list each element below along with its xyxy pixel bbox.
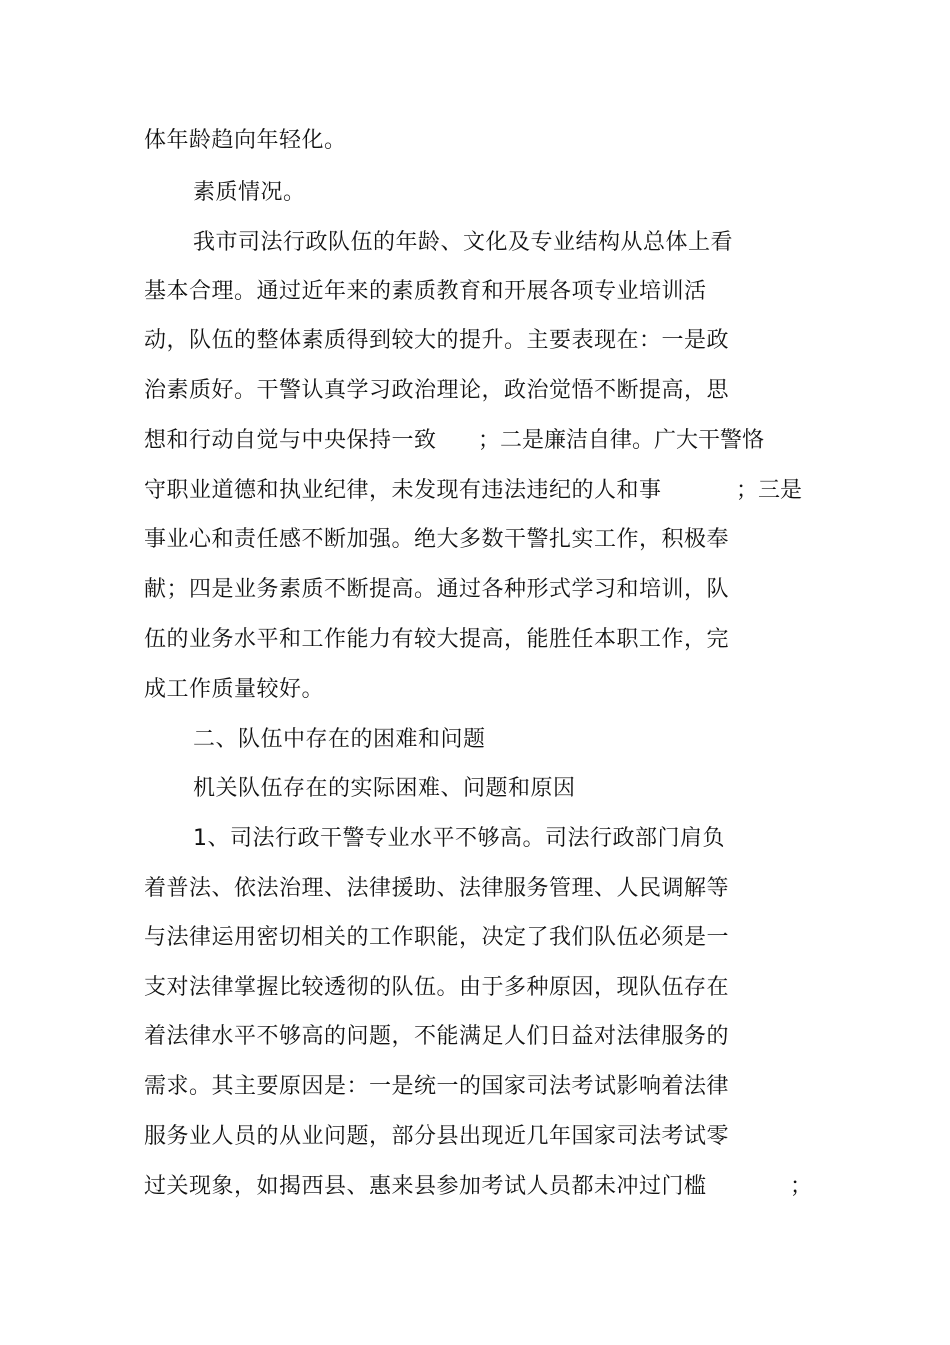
text-line: 我市司法行政队伍的年龄、文化及专业结构从总体上看 <box>193 230 734 255</box>
text-line: 体年龄趋向年轻化。 <box>144 128 347 153</box>
text-line: 事业心和责任感不断加强。绝大多数干警扎实工作，积极奉 <box>144 527 730 552</box>
text-line: 1、司法行政干警专业水平不够高。司法行政部门肩负 <box>193 826 725 851</box>
text-line: 着普法、依法治理、法律援助、法律服务管理、人民调解等 <box>144 876 730 901</box>
text-line: 服务业人员的从业问题，部分县出现近几年国家司法考试零 <box>144 1124 730 1149</box>
text-line: 支对法律掌握比较透彻的队伍。由于多种原因，现队伍存在 <box>144 975 730 1000</box>
text-line: 着法律水平不够高的问题，不能满足人们日益对法律服务的 <box>144 1024 730 1049</box>
text-line: 过关现象，如揭西县、惠来县参加考试人员都未冲过门槛 <box>144 1174 707 1199</box>
text-line: 守职业道德和执业纪律，未发现有违法违纪的人和事 <box>144 478 662 503</box>
text-line: 成工作质量较好。 <box>144 677 325 702</box>
text-line: 基本合理。通过近年来的素质教育和开展各项专业培训活 <box>144 279 707 304</box>
text-line-continuation: ； <box>790 1174 813 1199</box>
subsection-heading: 机关队伍存在的实际困难、问题和原因 <box>193 776 576 801</box>
section-heading: 素质情况。 <box>193 180 306 205</box>
text-line: 治素质好。干警认真学习政治理论，政治觉悟不断提高，思 <box>144 378 730 403</box>
text-line: 想和行动自觉与中央保持一致 <box>144 428 437 453</box>
text-line-continuation: ；三是 <box>736 478 803 503</box>
text-line-continuation: ；二是廉洁自律。广大干警恪 <box>478 428 765 453</box>
text-line: 献；四是业务素质不断提高。通过各种形式学习和培训，队 <box>144 577 730 602</box>
text-line: 动，队伍的整体素质得到较大的提升。主要表现在：一是政 <box>144 328 730 353</box>
section-heading: 二、队伍中存在的困难和问题 <box>193 727 486 752</box>
text-line: 与法律运用密切相关的工作职能，决定了我们队伍必须是一 <box>144 925 730 950</box>
text-line: 伍的业务水平和工作能力有较大提高，能胜任本职工作，完 <box>144 627 730 652</box>
text-line: 需求。其主要原因是：一是统一的国家司法考试影响着法律 <box>144 1074 730 1099</box>
